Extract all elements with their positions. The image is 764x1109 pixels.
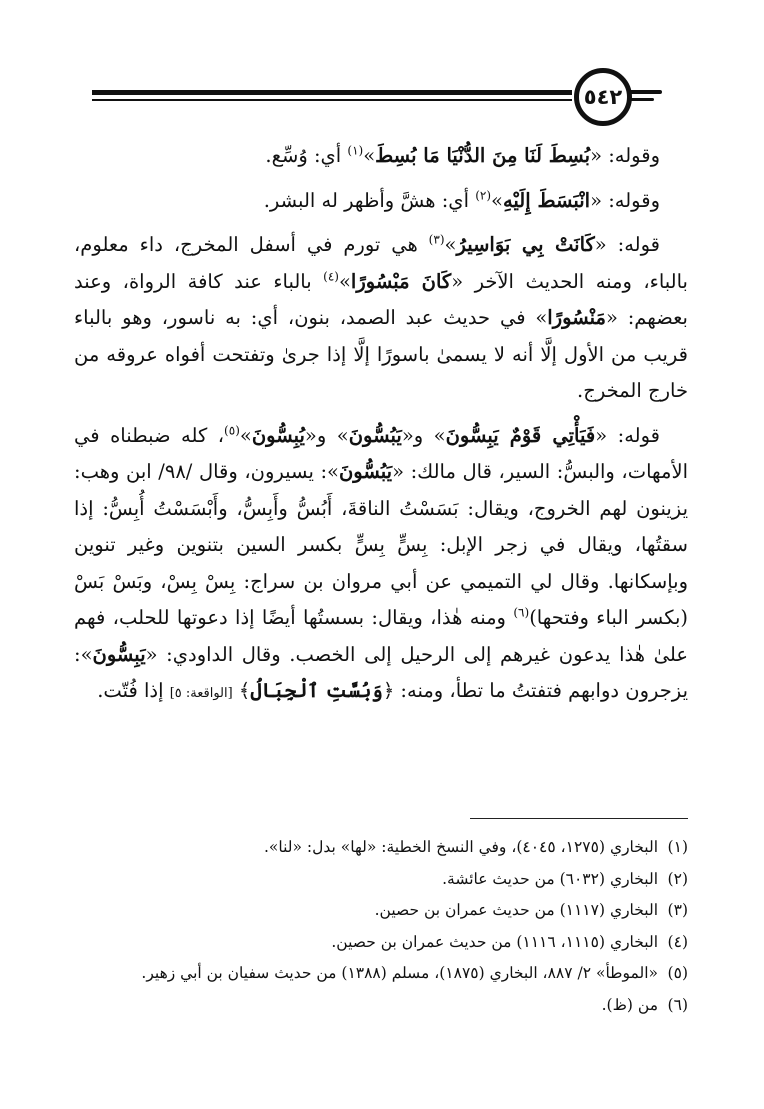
paragraph-1: وقوله: «بُسِطَ لَنَا مِنَ الدُّنْيَا مَا بُسِطَ»$^{(١)}$ أي: وُسِّع. <box>265 143 660 167</box>
hadith-quote: بُسِطَ لَنَا مِنَ الدُّنْيَا مَا بُسِطَ <box>375 144 591 167</box>
header-rule <box>92 86 572 110</box>
paragraph-4: قوله: «فَيَأْتِي قَوْمٌ يَبِسُّونَ» و«يَبُسُّونَ» و«يُبِسُّونَ»$^{(٥)}$، كله ضبطناه في الأمهات، والبسُّ: السير، قال مالك: «يَبُسُّونَ»: يسيرون، وقال /٩٨/ ابن وهب: يزينون لهم الخروج، ويقال: بَسَسْتُ الناقةَ، أَبُسُّ وأَبِسُّ، وأَبْسَسْتُ أُبِسُّ: إذا سقتُها، ويقال في زجر الإبل: بِسٍّ بِسٍّ بكسر السين بتنوين وغير تنوين وبإسكانها. وقال لي التميمي عن أبي مروان بن سراج: بِسْ بِسْ، وبَسْ بَسْ (بكسر الباء وفتحها)$^{(٦)}$ ومنه هٰذا، ويقال: بسستُها أيضًا إذا دعوتها للحلب، فهم علىٰ هٰذا يدعون غيرهم إلى الرحيل إلى الخصب. وقال الداودي: «يَبِسُّونَ»: يزجرون دوابهم فتفتتُ ما تطأ، ومنه: ﴿وَبُسَّتِ ٱلْجِبَالُ﴾ [الواقعة: ٥] إذا فُتّت. <box>74 423 688 702</box>
footnote-ref: (٥) <box>224 423 240 437</box>
hadith-quote: يُبِسُّونَ <box>251 423 305 447</box>
hadith-quote: يَبِسُّونَ <box>92 642 146 666</box>
footnote-number: (٦) <box>667 995 688 1014</box>
footnote-text: البخاري (١١١٧) من حديث عمران بن حصين. <box>374 901 658 919</box>
footnotes <box>60 832 688 1021</box>
page-number-ornament <box>628 90 662 104</box>
footnote-ref: (٤) <box>323 269 339 283</box>
footnote-item <box>60 990 688 1022</box>
footnote-number: (٣) <box>667 901 688 919</box>
footnote-text: «الموطأ» ٢/ ٨٨٧، البخاري (١٨٧٥)، مسلم (١٣٨٨) من حديث سفيان بن أبي زهير. <box>141 964 658 982</box>
footnote-item <box>60 927 688 959</box>
footnote-text: البخاري (١١١٥، ١١١٦) من حديث عمران بن حصين. <box>331 932 658 951</box>
quran-citation: [الواقعة: ٥] <box>169 686 233 701</box>
footnote-number: (٢) <box>667 869 688 888</box>
footnote-number: (١) <box>667 838 688 856</box>
footnote-item <box>60 864 688 896</box>
header-rule-thin <box>92 99 572 101</box>
footnote-text: البخاري (١٢٧٥، ٤٠٤٥)، وفي النسخ الخطية: «لها» بدل: «لنا». <box>263 838 658 856</box>
paragraph-2: وقوله: «انْبَسَطَ إِلَيْهِ»$^{(٢)}$ أي: هشَّ وأظهر له البشر. <box>263 188 660 212</box>
footnote-item <box>60 832 688 864</box>
footnote-text: البخاري (٦٠٣٢) من حديث عائشة. <box>442 869 658 888</box>
quran-quote: وَبُسَّتِ ٱلْجِبَالُ <box>250 679 383 702</box>
footnote-number: (٥) <box>667 964 688 982</box>
hadith-quote: انْبَسَطَ إِلَيْهِ <box>502 188 591 212</box>
footnote-ref: (٢) <box>475 188 492 202</box>
hadith-quote: كَانَتْ بِي بَوَاسِيرُ <box>456 233 595 256</box>
footnote-item <box>60 895 688 927</box>
footnote-ref: (٦) <box>513 605 530 620</box>
footnote-number: (٤) <box>667 932 688 951</box>
hadith-quote: يَبُسُّونَ <box>348 423 402 447</box>
main-text <box>74 138 688 721</box>
footnote-text: من (ظ). <box>601 995 658 1014</box>
footnote-ref: (١) <box>347 143 364 158</box>
hadith-quote: يَبُسُّونَ <box>338 460 393 483</box>
paragraph-3: قوله: «كَانَتْ بِي بَوَاسِيرُ»$^{(٣)}$ هي تورم في أسفل المخرج، داء معلوم، بالباء، ومنه الحديث الآخر «كَانَ مَبْسُورًا»$^{(٤)}$ بالباء عند كافة الرواة، وعند بعضهم: «مَنْسُورًا» في حديث عبد الصمد، بنون، أي: به ناسور، وهو بالباء قريب من الأول إلَّا أنه لا يسمىٰ باسورًا إلَّا إذا جرىٰ وتفتحت أفواه عروقه من خارج المخرج. <box>74 232 688 402</box>
footnote-ref: (٣) <box>428 232 445 247</box>
hadith-quote: كَانَ مَبْسُورًا <box>350 269 452 293</box>
page-number: ٥٤٢ <box>574 68 632 126</box>
hadith-quote: فَيَأْتِي قَوْمٌ يَبِسُّونَ <box>445 423 596 447</box>
header-rule-thick <box>92 90 572 95</box>
footnote-separator <box>470 818 688 819</box>
hadith-quote: مَنْسُورًا <box>547 306 606 329</box>
footnote-item <box>60 958 688 990</box>
